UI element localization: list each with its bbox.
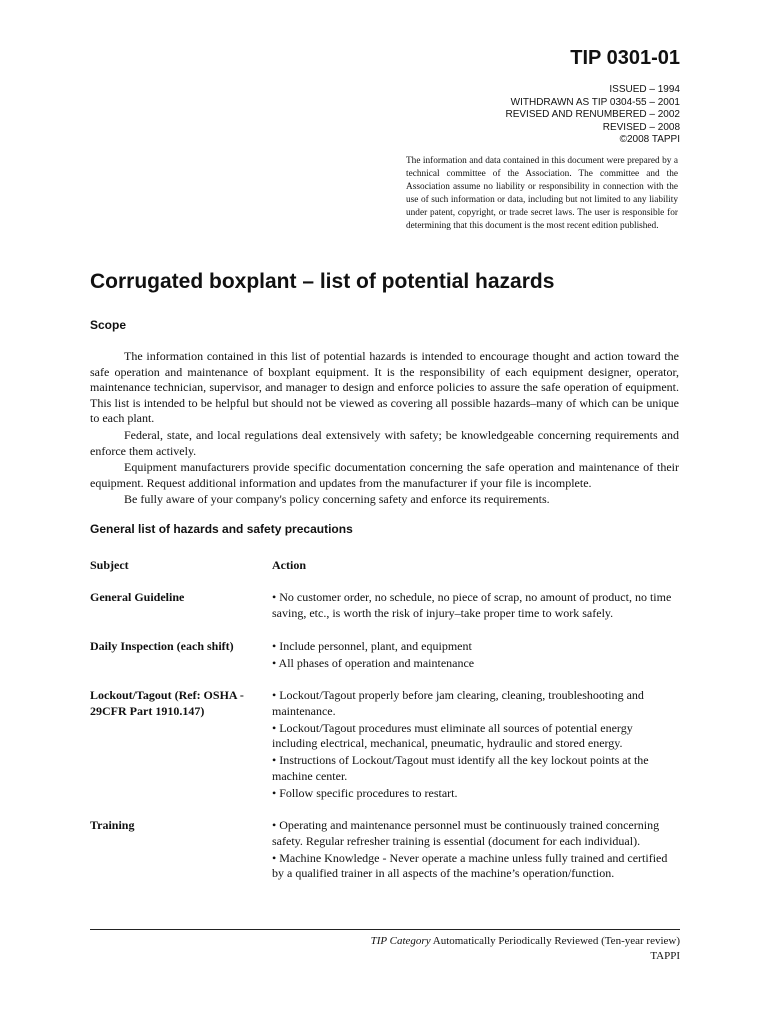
action-item: • Instructions of Lockout/Tagout must identify all the key lockout points at the machine center. xyxy=(272,753,649,783)
row-subject-lockout-tagout: Lockout/Tagout (Ref: OSHA - 29CFR Part 1910.147) xyxy=(90,688,244,718)
action-item: • Follow specific procedures to restart. xyxy=(272,785,458,800)
row-subject-general-guideline: General Guideline xyxy=(90,590,185,604)
row-actions-lockout-tagout xyxy=(272,688,680,803)
footer-category-text: Automatically Periodically Reviewed (Ten-year review) xyxy=(430,935,680,947)
disclaimer-text: The information and data contained in this document were prepared by a technical committee of the Association. The committee and the Association assume no liability or responsibility in connection with the use of such information or data, including but not limited to any liability under patent, copyright, or trade secret laws. The user is responsible for determining that this document is the most recent edition published. xyxy=(406,156,678,231)
page-footer xyxy=(371,934,680,963)
scope-heading: Scope xyxy=(90,318,127,332)
footer-category xyxy=(371,934,680,949)
history-revised: REVISED – 2008 xyxy=(602,121,680,133)
row-subject-training: Training xyxy=(90,818,135,832)
document-title: Corrugated boxplant – list of potential hazards xyxy=(90,270,555,293)
history-copyright: ©2008 TAPPI xyxy=(619,134,680,146)
scope-body xyxy=(90,349,679,508)
history-withdrawn: WITHDRAWN AS TIP 0304-55 – 2001 xyxy=(510,96,680,108)
action-item: • Lockout/Tagout properly before jam clearing, cleaning, troubleshooting and maintenance. xyxy=(272,688,644,718)
scope-paragraph: Be fully aware of your company's policy concerning safety and enforce its requirements. xyxy=(124,492,550,507)
row-actions-general-guideline xyxy=(272,590,680,623)
history-issued: ISSUED – 1994 xyxy=(609,84,680,95)
footer-org: TAPPI xyxy=(650,949,680,962)
history-renumbered: REVISED AND RENUMBERED – 2002 xyxy=(505,109,680,121)
hazards-heading: General list of hazards and safety precautions xyxy=(90,522,353,536)
action-item: • No customer order, no schedule, no piece of scrap, no amount of product, no time saving, etc., is worth the risk of injury–take proper time to work safely. xyxy=(272,590,672,620)
row-actions-training xyxy=(272,818,680,883)
action-item: • Machine Knowledge - Never operate a machine unless fully trained and certified by a qualified trainer in all aspects of the machine’s operation/function. xyxy=(272,850,668,881)
row-actions-daily-inspection xyxy=(272,639,680,673)
footer-divider xyxy=(90,929,680,930)
action-item: • Lockout/Tagout procedures must eliminate all sources of potential energy including electrical, mechanical, pneumatic, hydraulic and stored energy. xyxy=(272,720,633,751)
scope-paragraph: Federal, state, and local regulations deal extensively with safety; be knowledgeable concerning requirements and enforce them actively. xyxy=(90,427,679,458)
issue-history xyxy=(505,84,680,147)
row-subject-daily-inspection: Daily Inspection (each shift) xyxy=(90,639,234,653)
scope-paragraph: The information contained in this list of potential hazards is intended to encourage thought and action toward the safe operation and maintenance of boxplant equipment. It is the responsibility of each equipment designer, operator, maintenance technician, supervisor, and manager to design and enforce policies to assure the safe operation of equipment. This list is intended to be helpful but should not be viewed as covering all possible hazards–many of which can be unique to each plant. xyxy=(90,349,679,426)
footer-category-label: TIP Category xyxy=(370,935,431,947)
tip-number: TIP 0301-01 xyxy=(570,47,680,69)
column-header-action: Action xyxy=(272,558,306,572)
action-item: • All phases of operation and maintenance xyxy=(272,655,475,670)
column-header-subject: Subject xyxy=(90,558,129,572)
scope-paragraph: Equipment manufacturers provide specific documentation concerning the safe operation and maintenance of their equipment. Request additional information and updates from the manufacturer if your file is incomplete. xyxy=(90,460,679,490)
action-item: • Operating and maintenance personnel must be continuously trained concerning safety. Regular refresher training is essential (document for each individual). xyxy=(272,818,660,848)
action-item: • Include personnel, plant, and equipment xyxy=(272,639,472,653)
